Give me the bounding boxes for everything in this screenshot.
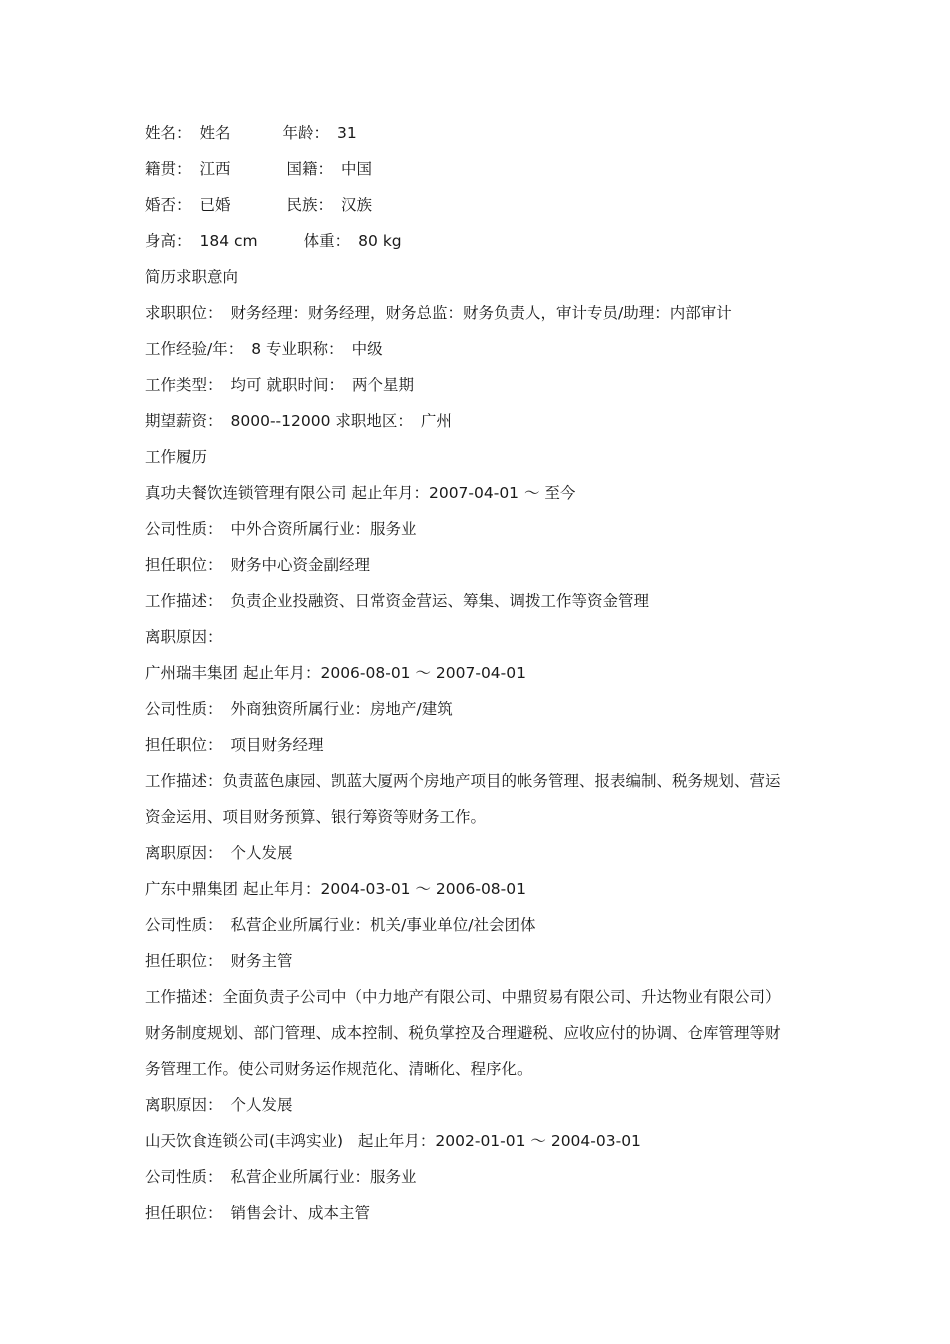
job-nature: 外商独资 xyxy=(230,700,293,718)
job-industry-label: 所属行业： xyxy=(292,700,371,718)
job-period: 2004-03-01 ～ 2006-08-01 xyxy=(320,880,526,898)
height-weight-row xyxy=(145,223,815,259)
job-industry-label: 所属行业： xyxy=(292,1168,371,1186)
job-company-row xyxy=(145,475,815,511)
height-value: 184 cm xyxy=(199,232,258,250)
job-desc-line-1: 全面负责子公司中（中力地产有限公司、中鼎贸易有限公司、升达物业有限公司） xyxy=(222,988,781,1006)
job-period: 2007-04-01 ～ 至今 xyxy=(428,484,576,502)
job-desc-row xyxy=(145,763,815,799)
job-leave: 个人发展 xyxy=(230,1096,293,1114)
experience-row xyxy=(145,331,815,367)
job-nature-label: 公司性质： xyxy=(145,520,223,538)
weight-value: 80 kg xyxy=(358,232,402,250)
job-period-label: 起止年月： xyxy=(357,1132,436,1150)
title-value: 中级 xyxy=(351,340,383,358)
job-desc-continuation: 务管理工作。使公司财务运作规范化、清晰化、程序化。 xyxy=(145,1060,533,1078)
job-period-label: 起止年月： xyxy=(242,880,321,898)
nationality-value: 中国 xyxy=(341,160,373,178)
job-role: 财务主管 xyxy=(230,952,293,970)
position-value: 财务经理：财务经理，财务总监：财务负责人，审计专员/助理：内部审计 xyxy=(230,304,732,322)
origin-nationality-row xyxy=(145,151,815,187)
job-industry-label: 所属行业： xyxy=(292,520,371,538)
position-label: 求职职位： xyxy=(145,304,223,322)
job-role: 财务中心资金副经理 xyxy=(230,556,371,574)
jobtype-row xyxy=(145,367,815,403)
job-desc-continuation: 资金运用、项目财务预算、银行筹资等财务工作。 xyxy=(145,808,487,826)
job-nature: 私营企业 xyxy=(230,916,293,934)
job-period-label: 起止年月： xyxy=(242,664,321,682)
age-label: 年龄： xyxy=(282,124,330,142)
job-leave-row xyxy=(145,1087,815,1123)
job-role-label: 担任职位： xyxy=(145,952,223,970)
job-desc-line-1: 负责蓝色康园、凯蓝大厦两个房地产项目的帐务管理、报表编制、税务规划、营运 xyxy=(222,772,781,790)
ethnicity-label: 民族： xyxy=(286,196,334,214)
job-desc-label: 工作描述： xyxy=(145,592,223,610)
job-desc: 负责企业投融资、日常资金营运、筹集、调拨工作等资金管理 xyxy=(230,592,650,610)
region-label: 求职地区： xyxy=(335,412,413,430)
job-nature: 中外合资 xyxy=(230,520,293,538)
job-desc-continuation: 财务制度规划、部门管理、成本控制、税负掌控及合理避税、应收应付的协调、仓库管理等财 xyxy=(145,1024,781,1042)
job-nature-row xyxy=(145,691,815,727)
job-company: 广州瑞丰集团 xyxy=(145,664,239,682)
job-leave-label: 离职原因： xyxy=(145,628,223,646)
job-role-label: 担任职位： xyxy=(145,1204,223,1222)
height-label: 身高： xyxy=(145,232,192,250)
weight-label: 体重： xyxy=(303,232,351,250)
title-label: 专业职称： xyxy=(266,340,344,358)
job-leave-row xyxy=(145,835,815,871)
origin-label: 籍贯： xyxy=(145,160,192,178)
job-role-row xyxy=(145,727,815,763)
job-leave-row xyxy=(145,619,815,655)
job-role-row xyxy=(145,1195,815,1231)
job-role-label: 担任职位： xyxy=(145,556,223,574)
history-heading: 工作履历 xyxy=(145,448,208,466)
job-role-label: 担任职位： xyxy=(145,736,223,754)
intent-heading: 简历求职意向 xyxy=(145,268,239,286)
job-company: 广东中鼎集团 xyxy=(145,880,239,898)
jobtype-label: 工作类型： xyxy=(145,376,223,394)
job-nature-row xyxy=(145,1159,815,1195)
resume-document xyxy=(145,115,815,1231)
job-desc-row xyxy=(145,583,815,619)
job-industry: 服务业 xyxy=(370,520,417,538)
job-role: 项目财务经理 xyxy=(230,736,324,754)
job-industry: 机关/事业单位/社会团体 xyxy=(370,916,536,934)
job-industry: 服务业 xyxy=(370,1168,417,1186)
job-role: 销售会计、成本主管 xyxy=(230,1204,371,1222)
job-nature-row xyxy=(145,511,815,547)
job-company: 真功夫餐饮连锁管理有限公司 xyxy=(145,484,347,502)
job-nature-label: 公司性质： xyxy=(145,1168,223,1186)
job-desc-row xyxy=(145,979,815,1015)
name-label: 姓名： xyxy=(145,124,192,142)
job-industry-label: 所属行业： xyxy=(292,916,371,934)
job-company: 山天饮食连锁公司(丰鸿实业) xyxy=(145,1132,344,1150)
ethnicity-value: 汉族 xyxy=(341,196,373,214)
job-desc-label: 工作描述： xyxy=(145,772,223,790)
marital-ethnicity-row xyxy=(145,187,815,223)
name-age-row xyxy=(145,115,815,151)
marital-value: 已婚 xyxy=(199,196,231,214)
marital-label: 婚否： xyxy=(145,196,192,214)
job-company-row xyxy=(145,871,815,907)
job-nature: 私营企业 xyxy=(230,1168,293,1186)
job-nature-label: 公司性质： xyxy=(145,700,223,718)
job-leave: 个人发展 xyxy=(230,844,293,862)
job-company-row xyxy=(145,655,815,691)
region-value: 广州 xyxy=(420,412,452,430)
start-label: 就职时间： xyxy=(266,376,344,394)
job-period: 2006-08-01 ～ 2007-04-01 xyxy=(320,664,526,682)
salary-value: 8000--12000 xyxy=(230,412,331,430)
job-company-row xyxy=(145,1123,815,1159)
job-role-row xyxy=(145,547,815,583)
job-industry: 房地产/建筑 xyxy=(370,700,453,718)
job-period: 2002-01-01 ～ 2004-03-01 xyxy=(435,1132,641,1150)
experience-label: 工作经验/年： xyxy=(145,340,244,358)
job-leave-label: 离职原因： xyxy=(145,844,223,862)
salary-label: 期望薪资： xyxy=(145,412,223,430)
origin-value: 江西 xyxy=(199,160,231,178)
job-desc-label: 工作描述： xyxy=(145,988,223,1006)
jobtype-value: 均可 xyxy=(230,376,262,394)
job-role-row xyxy=(145,943,815,979)
salary-row xyxy=(145,403,815,439)
age-value: 31 xyxy=(337,124,357,142)
position-row xyxy=(145,295,815,331)
job-period-label: 起止年月： xyxy=(351,484,429,502)
job-leave-label: 离职原因： xyxy=(145,1096,223,1114)
job-nature-row xyxy=(145,907,815,943)
start-value: 两个星期 xyxy=(351,376,414,394)
nationality-label: 国籍： xyxy=(286,160,334,178)
experience-value: 8 xyxy=(251,340,262,358)
job-nature-label: 公司性质： xyxy=(145,916,223,934)
name-value: 姓名 xyxy=(199,124,231,142)
